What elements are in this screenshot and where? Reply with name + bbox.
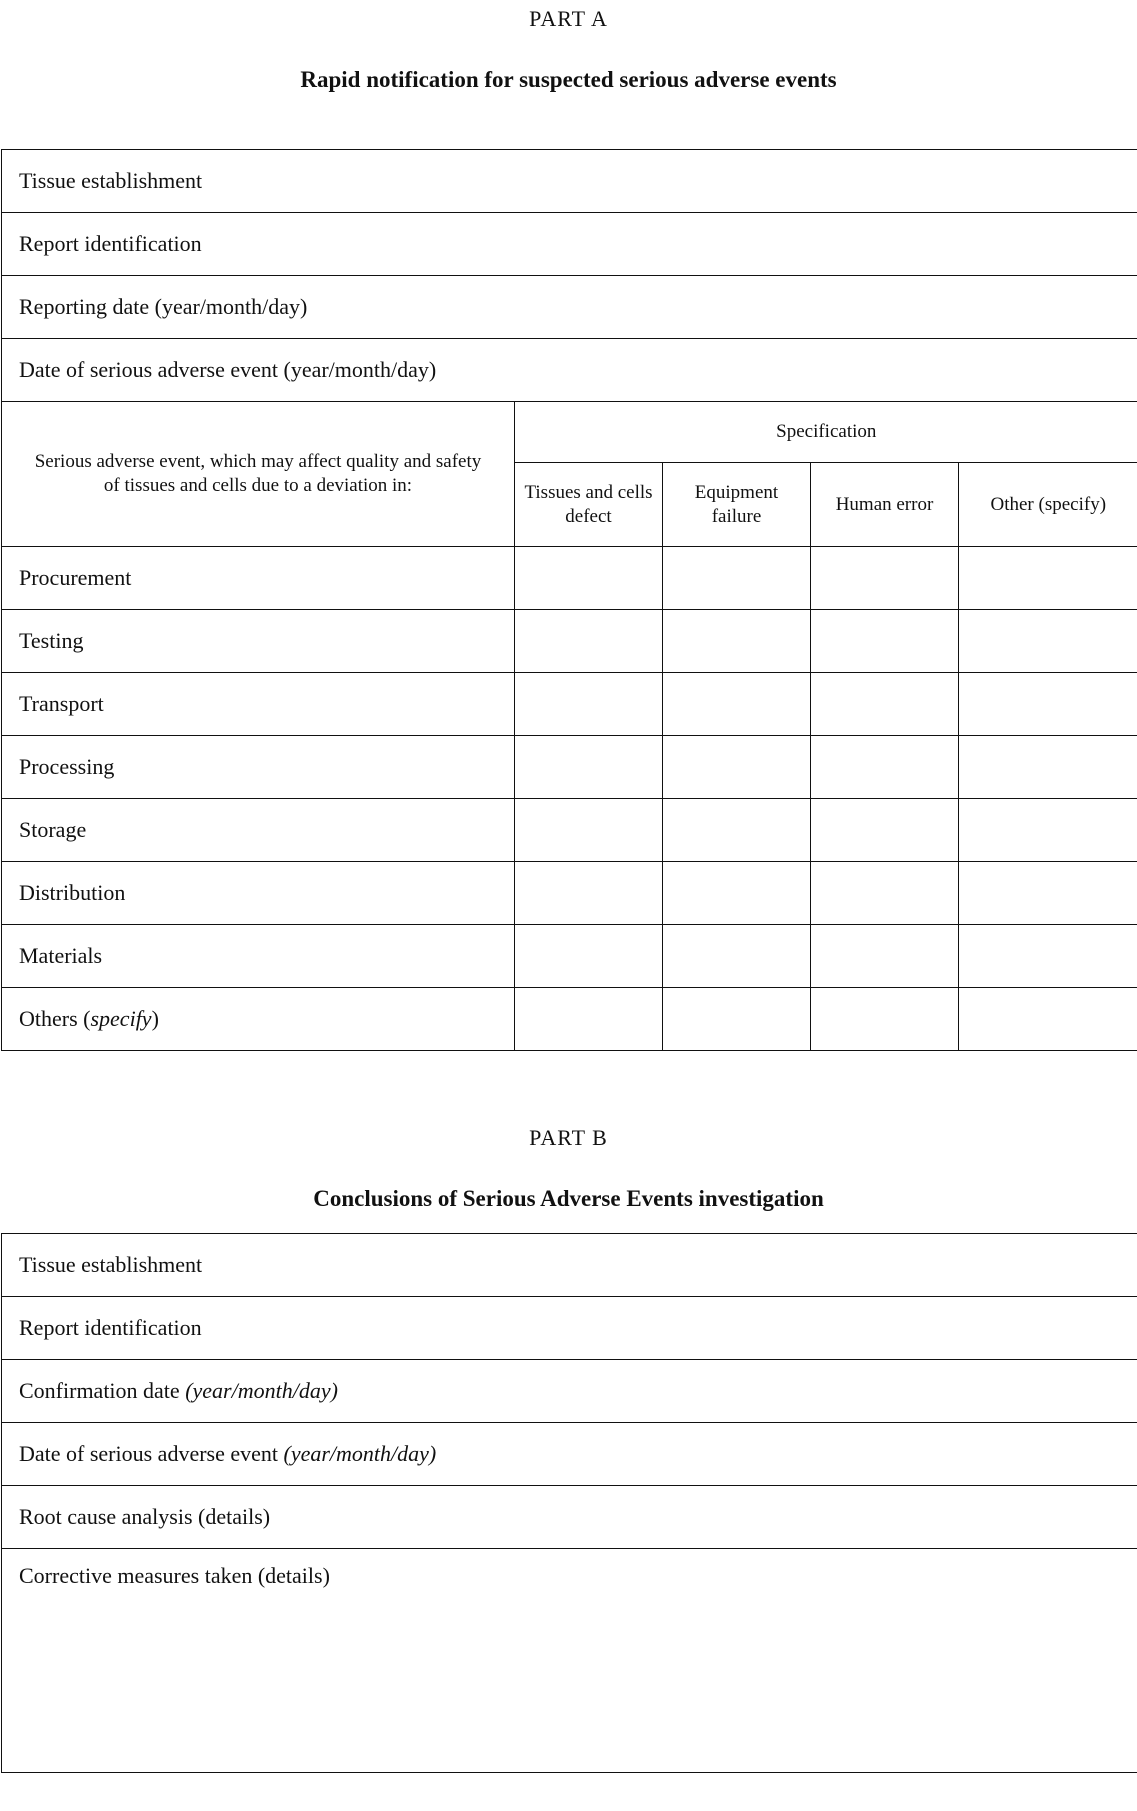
check-cell[interactable] xyxy=(959,673,1137,736)
info-label[interactable]: Report identification xyxy=(2,213,1137,276)
check-cell[interactable] xyxy=(663,799,811,862)
check-cell[interactable] xyxy=(663,862,811,925)
check-cell[interactable] xyxy=(959,988,1137,1051)
part-b-label: PART B xyxy=(529,1125,608,1150)
check-cell[interactable] xyxy=(663,673,811,736)
check-cell[interactable] xyxy=(811,610,959,673)
check-cell[interactable] xyxy=(811,673,959,736)
check-cell[interactable] xyxy=(811,799,959,862)
label-prefix: Others ( xyxy=(19,1006,91,1031)
check-cell[interactable] xyxy=(663,610,811,673)
check-cell[interactable] xyxy=(811,736,959,799)
matrix-row-others xyxy=(2,988,1137,1051)
check-cell[interactable] xyxy=(959,925,1137,988)
part-b-title: Conclusions of Serious Adverse Events investigation xyxy=(313,1186,824,1211)
check-cell[interactable] xyxy=(515,547,663,610)
matrix-row-processing xyxy=(2,736,1137,799)
check-cell[interactable] xyxy=(811,547,959,610)
info-label[interactable]: Root cause analysis (details) xyxy=(2,1486,1137,1549)
check-cell[interactable] xyxy=(663,736,811,799)
info-label[interactable]: Corrective measures taken (details) xyxy=(2,1549,1137,1773)
label-italic: (year/month/day) xyxy=(185,1378,338,1403)
info-label[interactable]: Report identification xyxy=(2,1297,1137,1360)
matrix-row-label: Storage xyxy=(2,799,515,862)
matrix-row-label: Processing xyxy=(2,736,515,799)
matrix-row-label: Distribution xyxy=(2,862,515,925)
matrix-row-materials xyxy=(2,925,1137,988)
check-cell[interactable] xyxy=(959,799,1137,862)
check-cell[interactable] xyxy=(515,736,663,799)
info-label[interactable]: Date of serious adverse event (year/month/day) xyxy=(2,339,1137,402)
info-label[interactable]: Tissue establishment xyxy=(2,150,1137,213)
check-cell[interactable] xyxy=(515,988,663,1051)
label-suffix: ) xyxy=(151,1006,159,1031)
matrix-row-procurement xyxy=(2,547,1137,610)
part-b-row-report-identification xyxy=(2,1297,1137,1360)
check-cell[interactable] xyxy=(663,547,811,610)
info-label[interactable]: Reporting date (year/month/day) xyxy=(2,276,1137,339)
matrix-row-label: Transport xyxy=(2,673,515,736)
label-prefix: Confirmation date xyxy=(19,1378,186,1403)
matrix-row-label: Materials xyxy=(2,925,515,988)
matrix-row-label: Testing xyxy=(2,610,515,673)
column-header-other: Other (specify) xyxy=(959,463,1137,547)
part-a-label: PART A xyxy=(529,6,608,31)
matrix-row-label: Procurement xyxy=(2,547,515,610)
check-cell[interactable] xyxy=(959,736,1137,799)
check-cell[interactable] xyxy=(515,673,663,736)
info-row-reporting-date xyxy=(2,276,1137,339)
matrix-row-transport xyxy=(2,673,1137,736)
label-italic: specify xyxy=(90,1006,152,1031)
check-cell[interactable] xyxy=(515,862,663,925)
matrix-row-distribution xyxy=(2,862,1137,925)
part-b-table xyxy=(1,1233,1137,1773)
check-cell[interactable] xyxy=(811,925,959,988)
check-cell[interactable] xyxy=(959,862,1137,925)
check-cell[interactable] xyxy=(515,925,663,988)
part-b-row-tissue-establishment xyxy=(2,1234,1137,1297)
info-label[interactable] xyxy=(2,1360,1137,1423)
check-cell[interactable] xyxy=(663,988,811,1051)
part-a-title: Rapid notification for suspected serious adverse events xyxy=(300,67,837,92)
matrix-row-storage xyxy=(2,799,1137,862)
column-header-tissues-cells-defect: Tissues and cells defect xyxy=(515,463,663,547)
part-a-table xyxy=(1,149,1137,1051)
part-b-row-confirmation-date xyxy=(2,1360,1137,1423)
info-label[interactable] xyxy=(2,1423,1137,1486)
check-cell[interactable] xyxy=(811,862,959,925)
column-header-equipment-failure: Equipment failure xyxy=(663,463,811,547)
label-italic: (year/month/day) xyxy=(283,1441,437,1466)
matrix-row-testing xyxy=(2,610,1137,673)
part-b-row-corrective-measures xyxy=(2,1549,1137,1773)
part-b-row-event-date xyxy=(2,1423,1137,1486)
check-cell[interactable] xyxy=(663,925,811,988)
specification-header: Specification xyxy=(515,402,1137,463)
matrix-row-label xyxy=(2,988,515,1051)
label-prefix: Date of serious adverse event xyxy=(19,1441,284,1466)
matrix-header-row-1 xyxy=(2,402,1137,463)
check-cell[interactable] xyxy=(959,610,1137,673)
check-cell[interactable] xyxy=(515,610,663,673)
part-b-row-root-cause xyxy=(2,1486,1137,1549)
info-row-report-identification xyxy=(2,213,1137,276)
info-label[interactable]: Tissue establishment xyxy=(2,1234,1137,1297)
info-row-event-date xyxy=(2,339,1137,402)
check-cell[interactable] xyxy=(959,547,1137,610)
check-cell[interactable] xyxy=(515,799,663,862)
column-header-human-error: Human error xyxy=(811,463,959,547)
info-row-tissue-establishment xyxy=(2,150,1137,213)
check-cell[interactable] xyxy=(811,988,959,1051)
matrix-row-header: Serious adverse event, which may affect quality and safety of tissues and cells due to a deviation in: xyxy=(2,402,515,547)
